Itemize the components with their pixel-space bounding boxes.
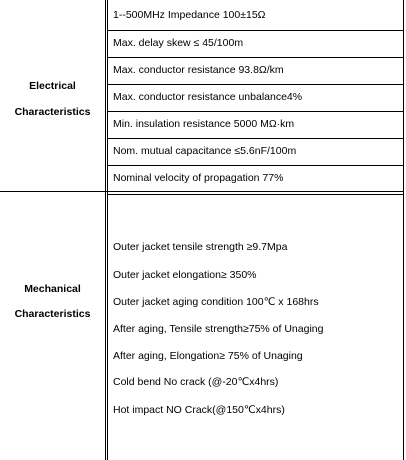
column-divider-left [105, 0, 106, 460]
electrical-label-line2: Characteristics [14, 106, 91, 118]
row-divider [107, 30, 404, 31]
row-divider [107, 111, 404, 112]
electrical-row: Min. insulation resistance 5000 MΩ·km [113, 118, 295, 130]
section-divider [0, 191, 404, 192]
electrical-row: Max. conductor resistance unbalance4% [113, 91, 303, 103]
mechanical-row: Cold bend No crack (@-20℃x4hrs) [113, 376, 279, 388]
mechanical-row: After aging, Elongation≥ 75% of Unaging [113, 350, 303, 362]
electrical-row: Max. conductor resistance 93.8Ω/km [113, 64, 284, 76]
electrical-row: 1--500MHz Impedance 100±15Ω [113, 9, 266, 21]
row-divider [107, 165, 404, 166]
electrical-label-line1: Electrical [29, 80, 76, 92]
mechanical-row: Hot impact NO Crack(@150℃x4hrs) [113, 404, 285, 416]
electrical-row: Nominal velocity of propagation 77% [113, 172, 284, 184]
row-divider [107, 138, 404, 139]
mechanical-label-line2: Characteristics [14, 308, 91, 320]
row-divider [107, 84, 404, 85]
mechanical-row: Outer jacket elongation≥ 350% [113, 269, 257, 281]
row-divider [107, 57, 404, 58]
mechanical-label-line1: Mechanical [24, 283, 81, 295]
mechanical-row: After aging, Tensile strength≥75% of Unaging [113, 323, 324, 335]
table-right-border [403, 0, 404, 460]
mechanical-row: Outer jacket tensile strength ≥9.7Mpa [113, 241, 288, 253]
mechanical-row: Outer jacket aging condition 100℃ x 168hrs [113, 296, 319, 308]
electrical-row: Nom. mutual capacitance ≤5.6nF/100m [113, 145, 297, 157]
column-divider-left-inner [107, 0, 108, 460]
electrical-row: Max. delay skew ≤ 45/100m [113, 37, 244, 49]
section-divider-inner [107, 194, 404, 195]
